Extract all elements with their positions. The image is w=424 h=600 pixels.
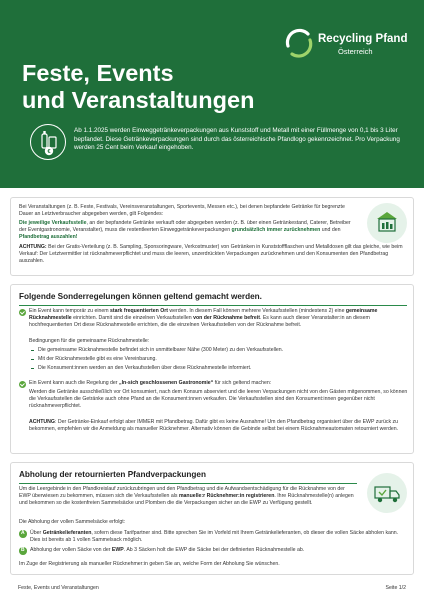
heading-divider: [19, 483, 357, 484]
beverage-stand-svg: [367, 203, 407, 243]
registration-bold: manuelle:r Rücknehmer:in registrieren: [178, 493, 275, 499]
truck-svg: [367, 473, 407, 513]
item1-bold: stark frequentierten Ort: [110, 308, 168, 314]
bullet-dash: [31, 359, 34, 360]
sales-point-text-b: und den: [320, 227, 341, 233]
registration-text-b: . Ihre Rücknahmestelle(n) anlegen und bekommen so die kostenfreien Sammelsäcke und Plomben die die Verpackungen sicher an die EWP zu Verfügung gestellt.: [19, 493, 354, 506]
purchase-note-text: : Der Getränke-Einkauf erfolgt aber IMMER mit Pfandbetrag. Dafür gibt es keine Ausnahme! Um den Pfandbetrag organisiert über die EWP zurück zu bekommen, empfehlen wir die Anmeldung als manueller Rücknehmer. Alternativ können die Gebinde selbst bei einem Rücknahmeautomaten retourniert werden.: [29, 419, 399, 432]
option-a-text-b: , sofern diese Tarifpartner sind. Bitte sprechen Sie im Vorfeld mit Ihrem Getränkelieferanten, ob dieser die vollen Säcke abholen kann. Dies ist bereits ab 1 vollen Sammelsack möglich.: [30, 530, 399, 543]
brand-name: Recycling Pfand: [318, 33, 408, 45]
pickup-card: [10, 462, 414, 575]
heading-divider: [19, 305, 407, 306]
footer-title: Feste, Events und Veranstaltungen: [18, 585, 99, 591]
item2-bold: „In-sich geschlossenen Gastronomie“: [118, 380, 214, 386]
purchase-note: [29, 419, 409, 433]
condition-item: Die Konsument:innen werden an den Verkaufsstellen über diese Rücknahmestelle informiert.: [38, 365, 252, 371]
item1-text-b: werden. In diesem Fall können mehrere Verkaufsstellen (mindestens 2) eine: [167, 308, 346, 314]
condition-item: Mit der Rücknahmestelle gibt es eine Vereinbarung.: [38, 356, 157, 362]
sales-point-paragraph: [19, 220, 357, 241]
option-b-bold: EWP: [111, 547, 124, 553]
closed-gastronomy-paragraph: [29, 380, 409, 387]
bottle-can-euro-svg: [31, 125, 67, 161]
condition-item: Die gemeinsame Rücknahmestelle befindet sich in unmittelbarer Nähe (300 Meter) zu den Verkaufsstellen.: [38, 347, 284, 353]
pickup-intro: Die Abholung der vollen Sammelsäcke erfolgt:: [19, 519, 126, 525]
item1-text-c: einrichten. Damit sind die einzelnen Verkaufsstellen: [71, 315, 194, 321]
special-rules-heading: Folgende Sonderregelungen können geltend gemacht werden.: [19, 292, 262, 301]
page-number: Seite 1/2: [385, 585, 406, 591]
sales-point-lead: Die jeweilige Verkaufsstelle: [19, 220, 87, 226]
free-distribution-lead: ACHTUNG:: [19, 244, 47, 250]
registration-text-a: Um die Leergebinde in den Pfandkreislauf zurückzubringen und den Pfandbetrag und die Aufwandsentschädigung für die Rücknahme von der EWP überwiesen zu bekommen, müssen sich die Verkaufsstellen als: [19, 486, 345, 499]
bullet-dash: [31, 368, 34, 369]
title-line-2: und Veranstaltungen: [22, 87, 255, 113]
truck-icon: [367, 473, 407, 513]
page-title: [22, 60, 254, 114]
sales-point-bold2: Pfandbetrag auszahlen!: [19, 234, 78, 240]
recycling-swoosh-icon: [282, 26, 316, 60]
free-distribution-paragraph: [19, 244, 409, 265]
brand-logo: [282, 24, 412, 64]
special-rules-card: [10, 284, 414, 454]
free-distribution-text: Bei der Gratis-Verteilung (z. B. Sampling, Sponsoringware, Verkostmuster) von Getränken in Kunststoffflaschen und Metalldosen gilt das gleiche, wie beim Verkauf: Der Letztvermittler ist rücknahmeverpflichtet und muss die leeren, unzerdrückten Verpackungen zurücknehmen und den Konsumenten den Pfandbetrag auszahlen.: [19, 244, 403, 264]
item2-text-a: Ein Event kann auch die Regelung der: [29, 380, 119, 386]
item2-text-b: für sich geltend machen:: [213, 380, 272, 386]
sales-point-bold: grundsätzlich immer zurücknehmen: [231, 227, 321, 233]
bottle-can-euro-icon: [30, 124, 66, 160]
check-icon: [19, 309, 26, 316]
brand-subtitle: Österreich: [338, 47, 373, 56]
item1-bold2: gemeinsame Rücknahmestelle: [29, 308, 378, 321]
shared-return-point-paragraph: [29, 308, 409, 329]
option-b-text-a: Abholung der vollen Säcke von der: [30, 547, 112, 553]
option-a-bold: Getränkelieferanten: [42, 530, 92, 536]
item1-text-a: Ein Event kann temporär zu einem: [29, 308, 111, 314]
option-b-badge: B: [20, 547, 25, 553]
general-rules-card: [10, 197, 414, 276]
sales-point-text-a: , an der bepfandete Getränke verkauft oder abgegeben werden (z. B. über einen Getränkestand, Caterer, Betreiber der Eventgastronomie, Veranstalter), muss die restentleerten Einweggetränkeverpackungen: [19, 220, 351, 233]
hero-banner: [0, 0, 424, 188]
check-icon: [19, 381, 26, 388]
registration-paragraph: [19, 486, 357, 507]
intro-text: Ab 1.1.2025 werden Einweggetränkeverpackungen aus Kunststoff und Metall mit einer Füllmenge von 0,1 bis 3 Liter bepfandet. Diese Getränkeverpackungen sind durch das österreichische Pfandlogo gekennzeichnet. Pro Verpackung werden 25 Cent beim Verkauf eingehoben.: [74, 127, 400, 151]
pickup-heading: Abholung der retournierten Pfandverpackungen: [19, 470, 206, 479]
bullet-dash: [31, 350, 34, 351]
svg-text:€: €: [47, 149, 51, 155]
item1-text-d: . Es kann auch dieser Veranstalter:in an diesem hochfrequentierten Ort diese Rücknahmestelle errichten, die die einzelnen Verkaufsstellen von der Rücknahme befreit.: [29, 315, 370, 328]
option-a-text: [30, 530, 408, 544]
option-b-text: [30, 547, 408, 554]
option-a-text-a: Über: [30, 530, 43, 536]
option-a-badge: A: [20, 530, 25, 536]
closed-gastronomy-details: Werden die Getränke ausschließlich vor Ort konsumiert, nach dem Konsum abserviert und die leeren Verpackungen nicht von den Gästen mitgenommen, so können die Verkaufsstellen die Getränke auch ohne Pfand an die Konsument:innen verkaufen. Die Verkaufsstellen sind den Konsument:innen gegenüber nicht rücknahmeverpflichtet.: [29, 389, 408, 409]
registration-note: Im Zuge der Registrierung als manueller Rücknehmer:in geben Sie an, welche Form der Abholung Sie wünschen.: [19, 561, 280, 567]
item1-bold3: von der Rücknahme befreit: [193, 315, 260, 321]
purchase-note-lead: ACHTUNG: [29, 419, 55, 425]
beverage-stand-icon: [367, 203, 407, 243]
general-paragraph: Bei Veranstaltungen (z. B. Feste, Festivals, Vereinsveranstaltungen, Sportevents, Messen etc.), bei denen bepfandete Getränke für begrenzte Dauer an Letztverbraucher abgegeben werden, gilt Folgendes:: [19, 204, 345, 217]
title-line-1: Feste, Events: [22, 60, 174, 86]
conditions-intro: Bedingungen für die gemeinsame Rücknahmestelle:: [29, 338, 150, 344]
option-b-text-b: . Ab 3 Säcken holt die EWP die Säcke bei der definierten Rücknahmestelle ab.: [123, 547, 305, 553]
